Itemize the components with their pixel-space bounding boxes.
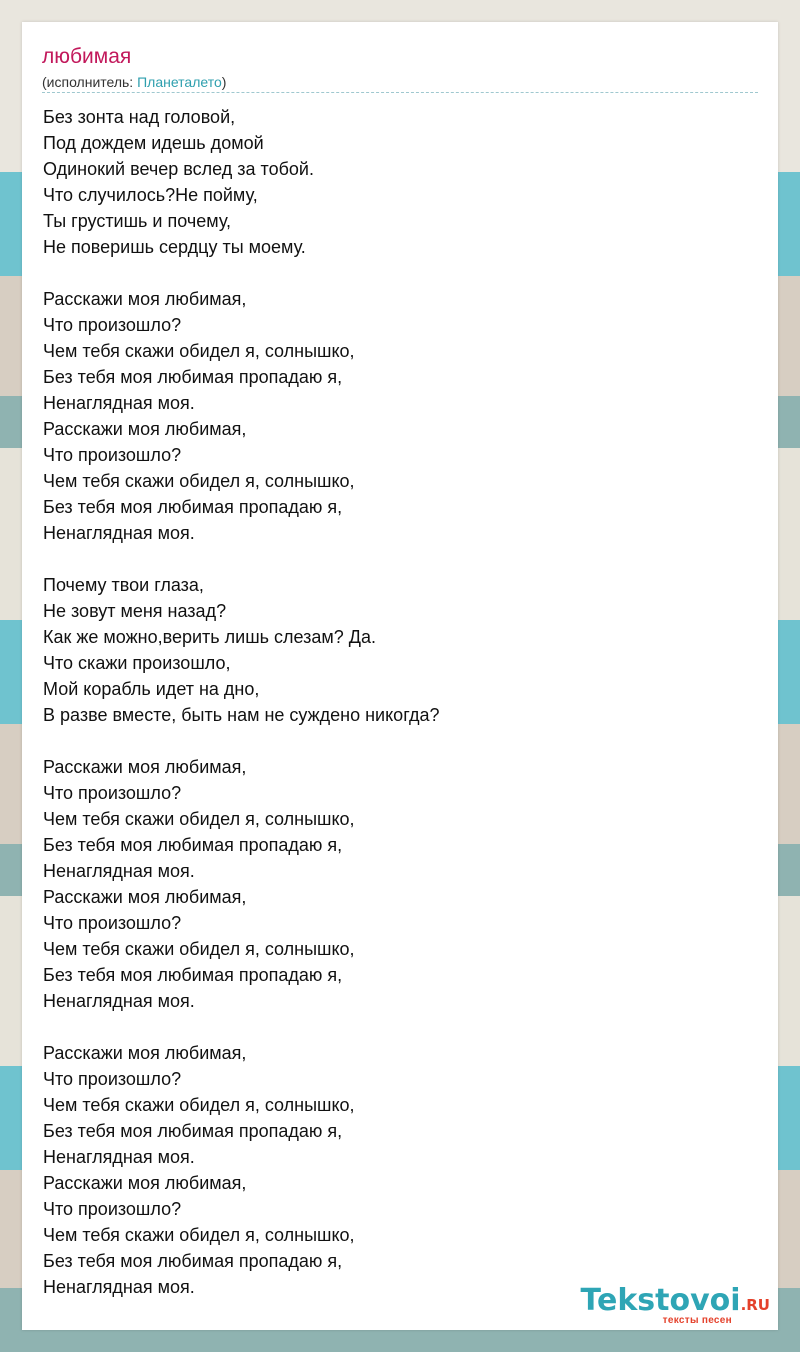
divider (42, 92, 758, 93)
logo-tagline: тексты песен (662, 1315, 732, 1326)
lyric-line: Ненаглядная моя. (43, 1277, 195, 1297)
lyrics-card (22, 22, 778, 1330)
lyric-line: Расскажи моя любимая, (43, 1173, 247, 1193)
lyric-line: Расскажи моя любимая, (43, 289, 247, 309)
lyric-stanza-break (43, 1014, 743, 1040)
lyric-line: Чем тебя скажи обидел я, солнышко, (43, 341, 355, 361)
lyric-line: Что произошло? (43, 783, 182, 803)
song-title: любимая (42, 45, 132, 68)
lyric-line: Мой корабль идет на дно, (43, 679, 260, 699)
lyric-line: Расскажи моя любимая, (43, 1043, 247, 1063)
lyric-line: Ненаглядная моя. (43, 991, 195, 1011)
site-logo[interactable] (560, 1284, 770, 1330)
lyric-line: Расскажи моя любимая, (43, 757, 247, 777)
lyric-line: Без тебя моя любимая пропадаю я, (43, 835, 343, 855)
lyric-line: Без тебя моя любимая пропадаю я, (43, 965, 343, 985)
lyric-line: Не зовут меня назад? (43, 601, 227, 621)
lyric-line: Ненаглядная моя. (43, 1147, 195, 1167)
lyric-line: Расскажи моя любимая, (43, 419, 247, 439)
lyric-line: Одинокий вечер вслед за тобой. (43, 159, 314, 179)
lyric-stanza-break (43, 546, 743, 572)
lyric-line: Чем тебя скажи обидел я, солнышко, (43, 939, 355, 959)
lyric-stanza-break (43, 728, 743, 754)
lyric-line: Чем тебя скажи обидел я, солнышко, (43, 471, 355, 491)
lyric-line: Что случилось?Не пойму, (43, 185, 258, 205)
logo-name: Tekstovoi (580, 1283, 741, 1318)
lyric-line: Ненаглядная моя. (43, 393, 195, 413)
lyric-line: Расскажи моя любимая, (43, 887, 247, 907)
artist-link[interactable]: Планеталето (137, 74, 222, 90)
lyric-stanza-break (43, 260, 743, 286)
logo-tld: .RU (740, 1296, 770, 1314)
lyric-line: Как же можно,верить лишь слезам? Да. (43, 627, 377, 647)
artist-suffix: ) (221, 74, 227, 90)
lyric-line: Ты грустишь и почему, (43, 211, 232, 231)
lyric-line: В разве вместе, быть нам не суждено никогда? (43, 705, 440, 725)
lyric-line: Без тебя моя любимая пропадаю я, (43, 1121, 343, 1141)
lyric-line: Без тебя моя любимая пропадаю я, (43, 367, 343, 387)
lyric-line: Без тебя моя любимая пропадаю я, (43, 1251, 343, 1271)
lyric-line: Не поверишь сердцу ты моему. (43, 237, 306, 257)
lyric-line: Без зонта над головой, (43, 107, 236, 127)
lyric-line: Что произошло? (43, 445, 182, 465)
lyrics-text (43, 104, 743, 1300)
lyric-line: Без тебя моя любимая пропадаю я, (43, 497, 343, 517)
lyric-line: Что произошло? (43, 913, 182, 933)
lyric-line: Что скажи произошло, (43, 653, 231, 673)
artist-prefix: (исполнитель: (42, 74, 138, 90)
artist-line (42, 73, 226, 91)
lyric-line: Что произошло? (43, 1199, 182, 1219)
lyric-line: Чем тебя скажи обидел я, солнышко, (43, 1095, 355, 1115)
lyric-line: Ненаглядная моя. (43, 861, 195, 881)
lyric-line: Под дождем идешь домой (43, 133, 264, 153)
lyric-line: Чем тебя скажи обидел я, солнышко, (43, 809, 355, 829)
lyric-line: Ненаглядная моя. (43, 523, 195, 543)
lyric-line: Что произошло? (43, 1069, 182, 1089)
lyric-line: Чем тебя скажи обидел я, солнышко, (43, 1225, 355, 1245)
lyric-line: Что произошло? (43, 315, 182, 335)
lyric-line: Почему твои глаза, (43, 575, 204, 595)
